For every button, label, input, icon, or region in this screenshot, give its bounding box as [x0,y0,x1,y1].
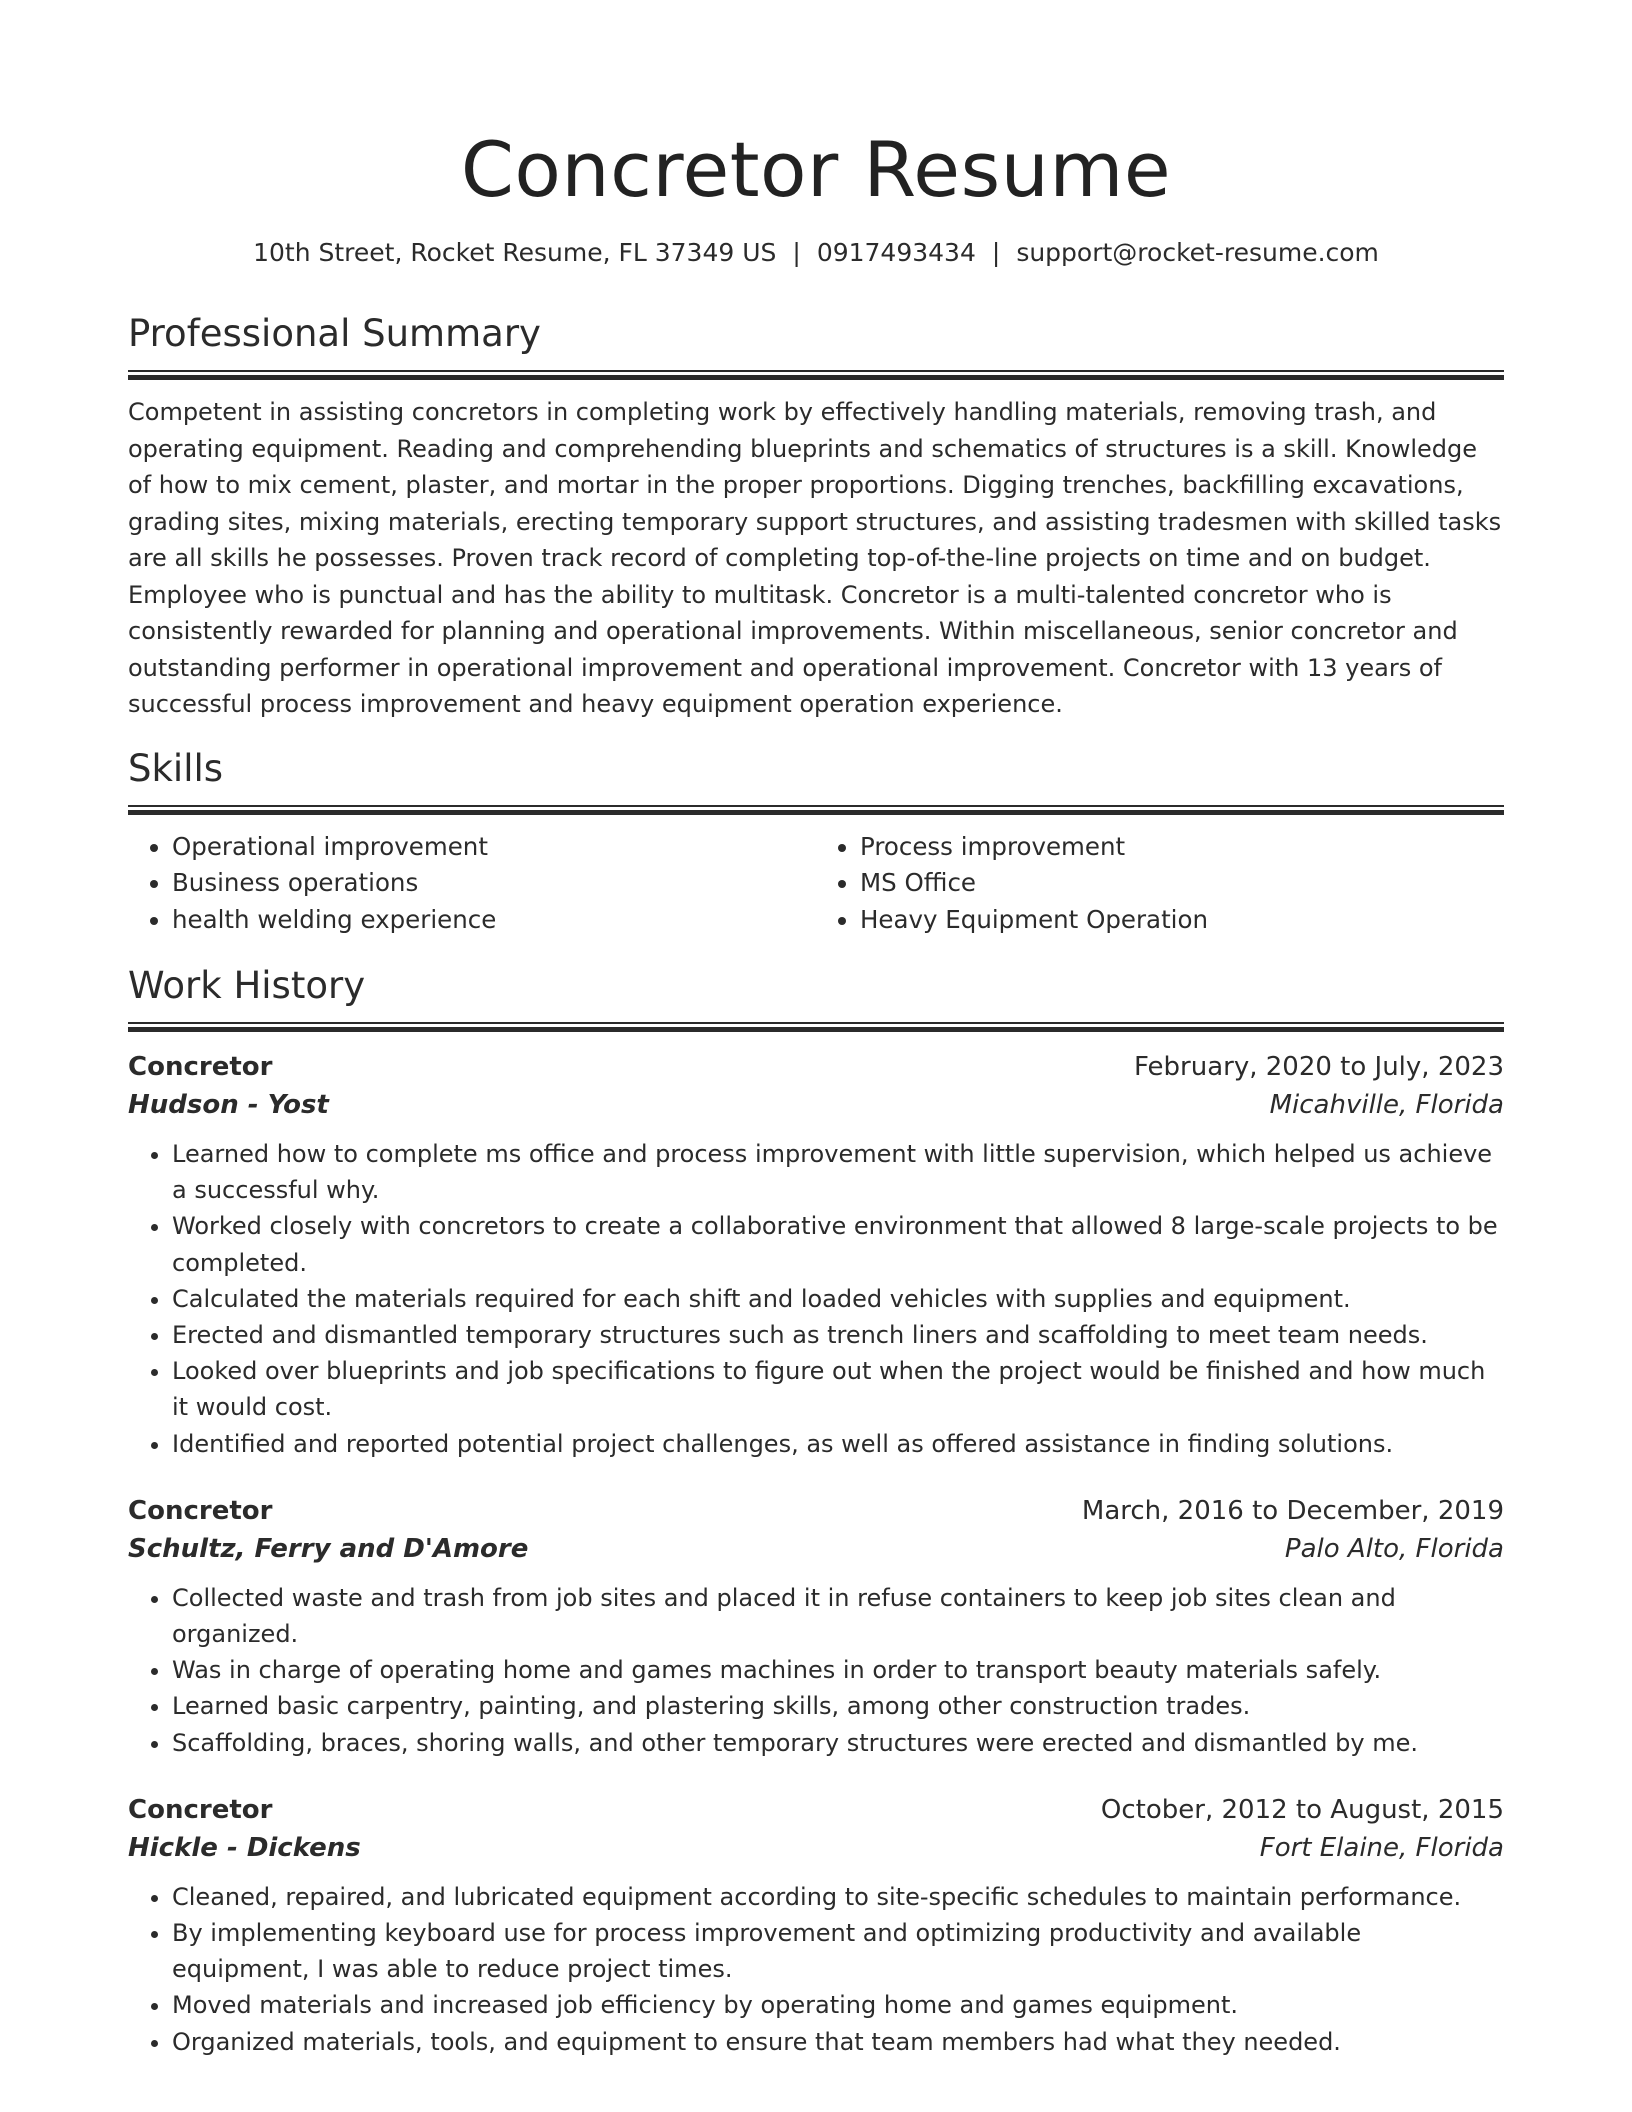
job-location: Palo Alto, Florida [1284,1533,1504,1564]
contact-separator: | [991,238,1001,267]
contact-phone: 0917493434 [816,238,976,267]
job-bullet: • Was in charge of operating home and games machines in order to transport beauty materials safely. [172,1652,1504,1688]
job-entry [128,1791,1504,2060]
job-bullet: • Moved materials and increased job efficiency by operating home and games equipment. [172,1987,1504,2023]
job-entry [128,1492,1504,1761]
job-bullets [128,1879,1504,2060]
skills-section [128,745,1504,939]
skill-item: • Heavy Equipment Operation [860,902,1504,939]
skill-item: • Operational improvement [172,829,816,866]
skills-list-left [128,829,816,939]
summary-text: Competent in assisting concretors in completing work by effectively handling materials, removing trash, and operating equipment. Reading and comprehending blueprints and schematics of structures is a skill. Knowledge of how to mix cement, plaster, and mortar in the proper proportions. Digging trenches, backfilling excavations, grading sites, mixing materials, erecting temporary support structures, and assisting tradesmen with skilled tasks are all skills he possesses. Proven track record of completing top-of-the-line projects on time and on budget. Employee who is punctual and has the ability to multitask. Concretor is a multi-talented concretor who is consistently rewarded for planning and operational improvements. Within miscellaneous, senior concretor and outstanding performer in operational improvement and operational improvement. Concretor with 13 years of successful process improvement and heavy equipment operation experience. [128,398,1502,718]
job-title: Concretor [128,1794,273,1825]
job-location: Fort Elaine, Florida [1259,1832,1504,1863]
job-subheader [128,1530,1504,1568]
job-bullet: • Erected and dismantled temporary structures such as trench liners and scaffolding to meet team needs. [172,1317,1504,1353]
skills-heading: Skills [128,746,224,790]
job-bullet: • Looked over blueprints and job specifications to figure out when the project would be finished and how much it would cost. [172,1353,1504,1425]
job-header [128,1791,1504,1829]
job-bullet: • Scaffolding, braces, shoring walls, and other temporary structures were erected and dismantled by me. [172,1725,1504,1761]
job-bullet: • Identified and reported potential project challenges, as well as offered assistance in finding solutions. [172,1426,1504,1462]
contact-email: support@rocket-resume.com [1016,238,1379,267]
skill-item: • MS Office [860,865,1504,902]
summary-heading: Professional Summary [128,312,541,355]
section-divider [128,1022,1504,1032]
section-divider [128,370,1504,380]
job-bullets [128,1580,1504,1761]
job-entry [128,1048,1504,1462]
job-dates: February, 2020 to July, 2023 [1134,1052,1504,1082]
job-header [128,1048,1504,1086]
job-company: Hudson - Yost [128,1090,329,1120]
contact-separator: | [792,238,801,267]
job-bullet: • Collected waste and trash from job sites and placed it in refuse containers to keep job sites clean and organized. [172,1580,1504,1652]
work-history-heading: Work History [128,964,366,1007]
job-subheader [128,1829,1504,1867]
job-bullet: • Calculated the materials required for each shift and loaded vehicles with supplies and equipment. [172,1281,1504,1317]
job-bullet: • Learned basic carpentry, painting, and plastering skills, among other construction trades. [172,1688,1504,1724]
summary-section [128,310,1504,723]
skills-grid [128,829,1504,939]
section-divider [128,805,1504,815]
job-bullet: • Cleaned, repaired, and lubricated equipment according to site-specific schedules to maintain performance. [172,1879,1504,1915]
work-history-section [128,962,1504,2060]
job-title: Concretor [128,1495,273,1526]
job-bullet: • Learned how to complete ms office and process improvement with little supervision, which helped us achieve a successful why. [172,1136,1504,1208]
job-header [128,1492,1504,1530]
job-company: Schultz, Ferry and D'Amore [128,1533,529,1564]
skill-item: • Process improvement [860,829,1504,866]
skills-list-right [816,829,1504,939]
job-title: Concretor [128,1052,273,1082]
job-dates: March, 2016 to December, 2019 [1081,1495,1504,1526]
job-bullets [128,1136,1504,1462]
job-company: Hickle - Dickens [128,1832,361,1863]
job-bullet: • Organized materials, tools, and equipment to ensure that team members had what they needed. [172,2024,1504,2060]
contact-address: 10th Street, Rocket Resume, FL 37349 US [253,238,777,267]
job-bullet: • Worked closely with concretors to create a collaborative environment that allowed 8 large-scale projects to be completed. [172,1208,1504,1280]
resume-title: Concretor Resume [460,125,1172,214]
skill-item: • health welding experience [172,902,816,939]
job-bullet: • By implementing keyboard use for process improvement and optimizing productivity and available equipment, I was able to reduce project times. [172,1915,1504,1987]
job-location: Micahville, Florida [1269,1090,1504,1120]
skill-item: • Business operations [172,865,816,902]
contact-line [128,236,1504,270]
job-dates: October, 2012 to August, 2015 [1100,1794,1504,1825]
job-subheader [128,1086,1504,1124]
resume-page [128,0,1504,2060]
